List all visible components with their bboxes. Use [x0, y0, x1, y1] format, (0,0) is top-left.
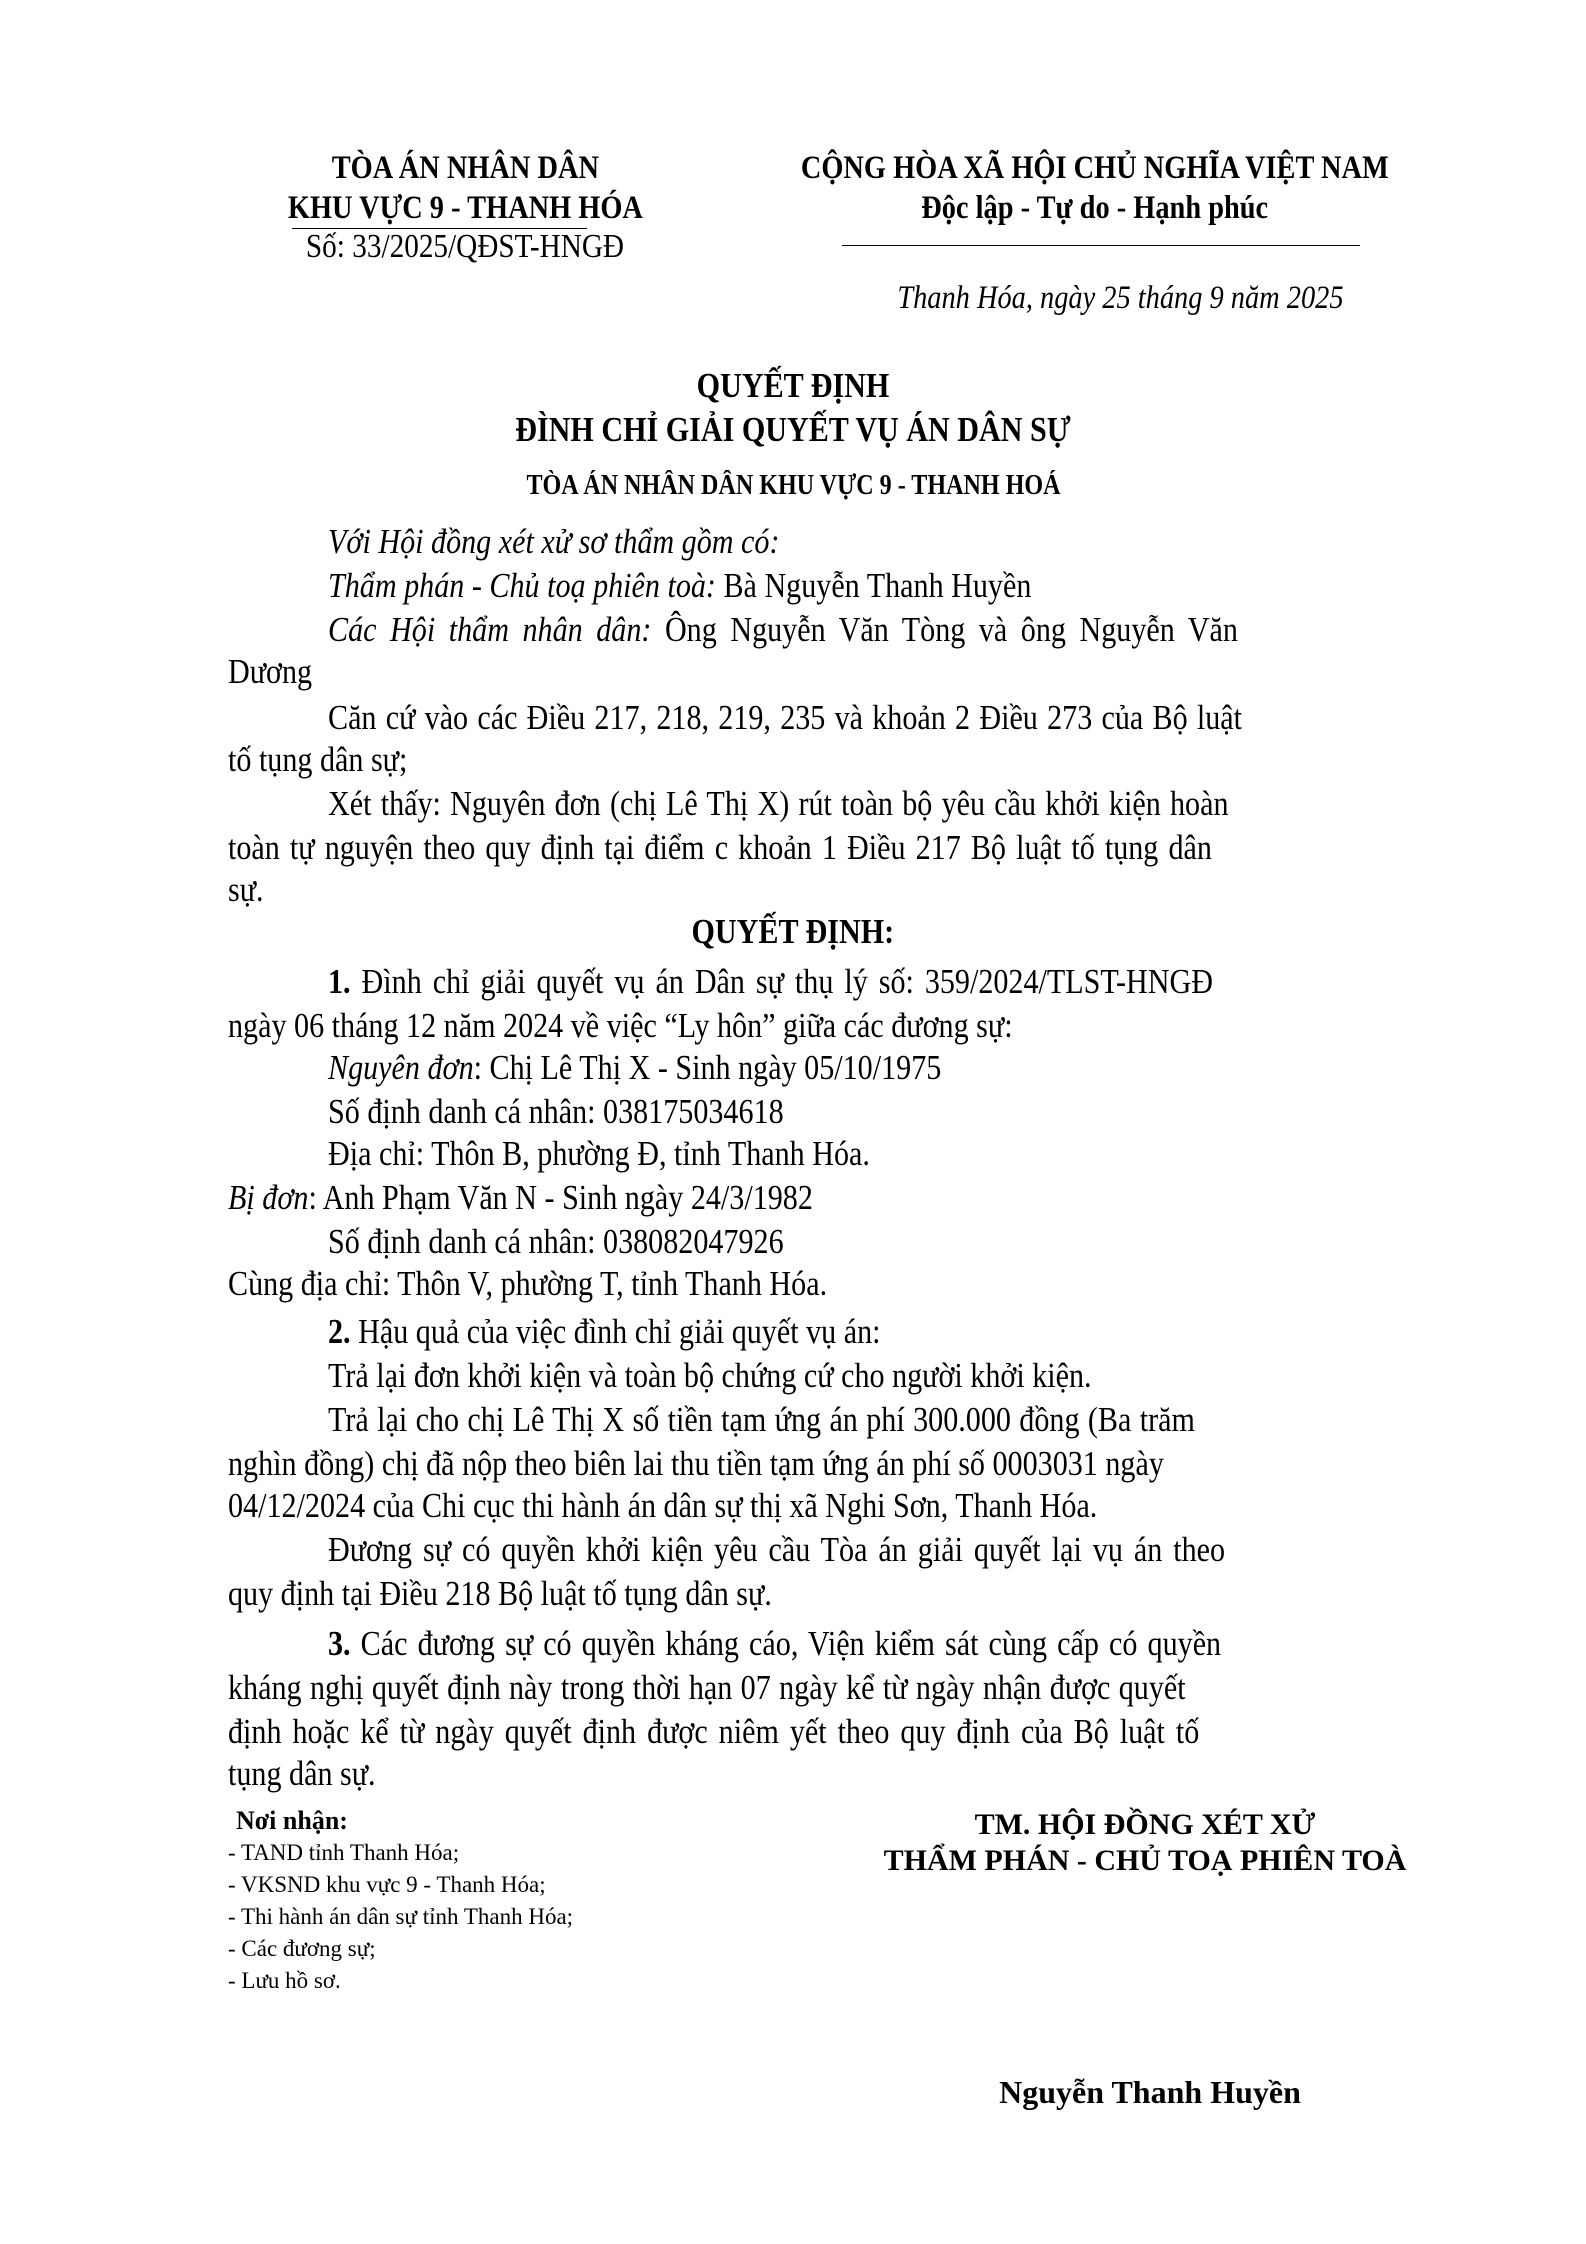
defendant-label: Bị đơn [228, 1178, 309, 1217]
court-name-line2-text: KHU VỰC 9 - THANH HÓA [287, 190, 643, 226]
item2-p2-line1-text: Trả lại cho chị Lê Thị X số tiền tạm ứng án phí 300.000 đồng (Ba trăm [328, 1400, 1195, 1439]
plaintiff-line [328, 1048, 1041, 1088]
item3-line3-text: định hoặc kể từ ngày quyết định được niêm yết theo quy định của Bộ luật tố [228, 1712, 1200, 1751]
defendant-address-text: Cùng địa chỉ: Thôn V, phường T, tỉnh Thanh Hóa. [228, 1264, 828, 1303]
item2-p2-line1 [328, 1400, 1336, 1440]
defendant-id [328, 1222, 858, 1262]
legal-basis-line1 [328, 698, 1391, 738]
item1-line1-text [328, 962, 1213, 1002]
document-title [0, 366, 1586, 406]
finding-line1-text: Xét thấy: Nguyên đơn (chị Lê Thị X) rút toàn bộ yêu cầu khởi kiện hoàn [328, 784, 1229, 823]
motto-underline [842, 245, 1360, 246]
plaintiff-id [328, 1092, 858, 1132]
item1-line2 [228, 1006, 1140, 1046]
nation-name-text: CỘNG HÒA XÃ HỘI CHỦ NGHĨA VIỆT NAM [801, 150, 1389, 186]
item2-p2-line3 [228, 1486, 1239, 1526]
document-subtitle-text: ĐÌNH CHỈ GIẢI QUYẾT VỤ ÁN DÂN SỰ [515, 410, 1071, 449]
item2-p2-line2 [228, 1444, 1316, 1484]
item2-heading [328, 1312, 970, 1352]
item2-heading-content: Hậu quả của việc đình chỉ giải quyết vụ án: [350, 1312, 881, 1351]
item2-p2-line2-text: nghìn đồng) chị đã nộp theo biên lai thu tiền tạm ứng án phí số 0003031 ngày [228, 1444, 1164, 1483]
assessors-line1 [328, 610, 1586, 650]
national-motto [690, 190, 1500, 227]
recipient-item: - Các đương sự; [228, 1936, 376, 1961]
defendant-address [228, 1264, 925, 1304]
defendant-value: : Anh Phạm Văn N - Sinh ngày 24/3/1982 [308, 1178, 813, 1217]
legal-basis-line1-text: Căn cứ vào các Điều 217, 218, 219, 235 và khoản 2 Điều 273 của Bộ luật [328, 698, 1243, 737]
assessors-names: Ông Nguyễn Văn Tòng và ông Nguyễn Văn [651, 610, 1238, 649]
plaintiff-text [328, 1048, 941, 1088]
legal-basis-line2 [228, 740, 437, 780]
panel-intro-text: Với Hội đồng xét xử sơ thẩm gồm có: [328, 522, 780, 561]
assessors-text [328, 610, 1238, 650]
presiding-judge-text [328, 566, 1031, 606]
document-title-text: QUYẾT ĐỊNH [696, 366, 890, 405]
defendant-id-text: Số định danh cá nhân: 038082047926 [328, 1222, 784, 1261]
presiding-judge [328, 566, 1146, 606]
finding-line3-text: sự. [228, 870, 264, 909]
nation-name [690, 150, 1500, 187]
item3-line2 [228, 1668, 1342, 1708]
item2-p3-line1-text: Đương sự có quyền khởi kiện yêu cầu Tòa án giải quyết lại vụ án theo [328, 1530, 1226, 1569]
item3-line2-text: kháng nghị quyết định này trong thời hạn 07 ngày kể từ ngày nhận được quyết [228, 1668, 1186, 1707]
court-name-line1 [240, 150, 690, 187]
plaintiff-label: Nguyên đơn [328, 1048, 474, 1087]
item3-line1-content: Các đương sự có quyền kháng cáo, Viện kiểm sát cùng cấp có quyền [350, 1624, 1222, 1663]
legal-basis-line2-text: tố tụng dân sự; [228, 740, 408, 779]
item2-p2-line3-text: 04/12/2024 của Chi cục thi hành án dân sự thị xã Nghi Sơn, Thanh Hóa. [228, 1486, 1098, 1525]
finding-line2-text: toàn tự nguyện theo quy định tại điểm c khoản 1 Điều 217 Bộ luật tố tụng dân [228, 828, 1212, 867]
judge-name: Bà Nguyễn Thanh Huyền [715, 566, 1032, 605]
signer-name: Nguyễn Thanh Huyền [999, 2074, 1301, 2110]
item3-line4 [228, 1754, 400, 1794]
finding-line2 [228, 828, 1372, 868]
plaintiff-id-text: Số định danh cá nhân: 038175034618 [328, 1092, 784, 1131]
item3-line4-text: tụng dân sự. [228, 1754, 376, 1793]
item2-p3-line2 [228, 1574, 860, 1614]
national-motto-text: Độc lập - Tự do - Hạnh phúc [921, 190, 1269, 226]
item2-p1 [328, 1356, 1216, 1396]
decision-heading [0, 912, 1586, 952]
plaintiff-address-text: Địa chỉ: Thôn B, phường Đ, tỉnh Thanh Hóa. [328, 1134, 870, 1173]
court-name-line2 [240, 190, 690, 227]
item3-number: 3. [328, 1624, 351, 1663]
item2-p3-line1 [328, 1530, 1371, 1570]
item1-line1-content: Đình chỉ giải quyết vụ án Dân sự thụ lý số: 359/2024/TLST-HNGĐ [350, 962, 1214, 1001]
document-number [240, 228, 690, 266]
place-date-text: Thanh Hóa, ngày 25 tháng 9 năm 2025 [896, 280, 1344, 316]
issuing-court-text: TÒA ÁN NHÂN DÂN KHU VỰC 9 - THANH HOÁ [525, 470, 1061, 501]
document-number-text: Số: 33/2025/QĐST-HNGĐ [305, 228, 625, 265]
court-name-line1-text: TÒA ÁN NHÂN DÂN [331, 150, 599, 186]
panel-intro [328, 522, 853, 562]
defendant-line [228, 1178, 908, 1218]
decision-heading-text: QUYẾT ĐỊNH: [691, 912, 895, 951]
item1-number: 1. [328, 962, 351, 1001]
finding-line1 [328, 784, 1375, 824]
recipient-item: - TAND tỉnh Thanh Hóa; [228, 1840, 460, 1865]
recipient-item: - VKSND khu vực 9 - Thanh Hóa; [228, 1872, 546, 1897]
plaintiff-value: : Chị Lê Thị X - Sinh ngày 05/10/1975 [473, 1048, 942, 1087]
item1-line2-text: ngày 06 tháng 12 năm 2024 về việc “Ly hôn” giữa các đương sự: [228, 1006, 1013, 1045]
item3-line1 [328, 1624, 1367, 1664]
assessors-line2-text: Dương [228, 652, 313, 691]
item3-line3 [228, 1712, 1357, 1752]
signature-title-line2: THẨM PHÁN - CHỦ TOẠ PHIÊN TOÀ [883, 1844, 1407, 1877]
item3-line1-text [328, 1624, 1221, 1664]
defendant-text [228, 1178, 813, 1218]
document-subtitle [0, 410, 1586, 450]
issuing-court [0, 470, 1586, 502]
item1-line1 [328, 962, 1357, 1002]
item2-number: 2. [328, 1312, 351, 1351]
assessors-label: Các Hội thẩm nhân dân: [328, 610, 652, 649]
item2-p1-text: Trả lại đơn khởi kiện và toàn bộ chứng cứ cho người khởi kiện. [328, 1356, 1092, 1395]
item2-heading-text [328, 1312, 881, 1352]
finding-line3 [228, 870, 269, 910]
assessors-line2 [228, 652, 326, 692]
recipient-item: - Lưu hồ sơ. [228, 1968, 341, 1993]
recipients-heading: Nơi nhận: [236, 1806, 348, 1835]
place-date [820, 280, 1420, 317]
judge-label: Thẩm phán - Chủ toạ phiên toà: [328, 566, 716, 605]
plaintiff-address [328, 1134, 958, 1174]
signature-title-line1: TM. HỘI ĐỒNG XÉT XỬ [974, 1808, 1316, 1841]
item2-p3-line2-text: quy định tại Điều 218 Bộ luật tố tụng dân sự. [228, 1574, 772, 1613]
recipient-item: - Thi hành án dân sự tỉnh Thanh Hóa; [228, 1904, 574, 1929]
